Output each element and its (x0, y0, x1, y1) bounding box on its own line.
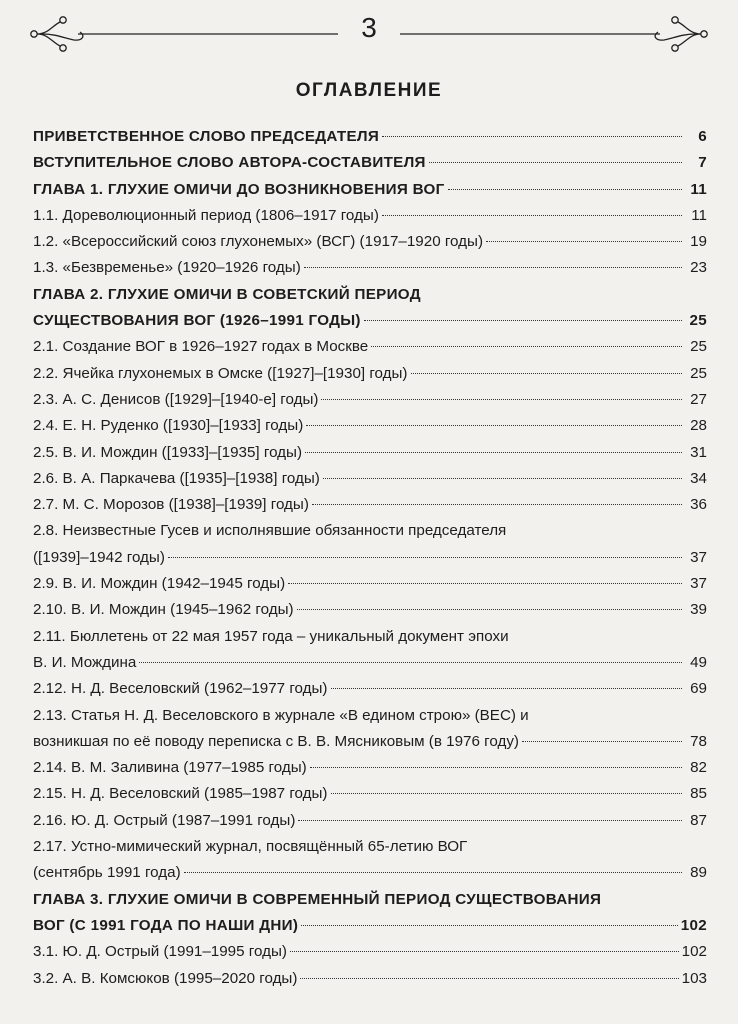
toc-entry[interactable] (33, 413, 707, 439)
dot-leader (312, 504, 682, 505)
toc-entry[interactable] (33, 939, 707, 965)
dot-leader (184, 872, 682, 873)
dot-leader (382, 136, 682, 137)
toc-entry-title: 1.2. «Всероссийский союз глухонемых» (ВСГ) (1917–1920 годы) (33, 233, 484, 251)
toc-entry-title: 2.13. Статья Н. Д. Веселовского в журнале «В едином строю» (ВЕС) и (33, 706, 529, 724)
toc-entry-page: 23 (690, 259, 707, 277)
toc-entry-page: 25 (690, 364, 707, 382)
dot-leader (382, 215, 682, 216)
dot-leader (331, 793, 683, 794)
toc-entry[interactable] (33, 282, 707, 308)
dot-leader (290, 951, 679, 952)
toc-entry[interactable] (33, 150, 707, 176)
toc-entry-title: ГЛАВА 3. ГЛУХИЕ ОМИЧИ В СОВРЕМЕННЫЙ ПЕРИОД СУЩЕСТВОВАНИЯ (33, 890, 602, 908)
toc-entry-title: 2.16. Ю. Д. Острый (1987–1991 годы) (33, 811, 296, 829)
dot-leader (321, 399, 682, 400)
dot-leader (371, 346, 682, 347)
toc-entry-title: 3.1. Ю. Д. Острый (1991–1995 годы) (33, 943, 287, 961)
toc-entry-title: 1.3. «Безвременье» (1920–1926 годы) (33, 259, 301, 277)
toc-entry-title: 1.1. Дореволюционный период (1806–1917 годы) (33, 206, 379, 224)
dot-leader (310, 767, 682, 768)
toc-entry-title: ГЛАВА 2. ГЛУХИЕ ОМИЧИ В СОВЕТСКИЙ ПЕРИОД (33, 285, 421, 303)
toc-entry-title: В. И. Мождина (33, 653, 137, 671)
page-number: 3 (361, 12, 377, 43)
toc-entry-page: 11 (690, 180, 707, 198)
dot-leader (304, 267, 682, 268)
toc-entry[interactable] (33, 177, 707, 203)
toc-entry-title: 2.3. А. С. Денисов ([1929]–[1940-е] годы) (33, 390, 319, 408)
toc-entry[interactable] (33, 597, 707, 623)
dot-leader (288, 583, 682, 584)
toc-entry-title: 2.4. Е. Н. Руденко ([1930]–[1933] годы) (33, 417, 304, 435)
toc-entry-page: 28 (690, 417, 707, 435)
toc-entry[interactable] (33, 518, 707, 544)
dot-leader (429, 162, 682, 163)
toc-entry[interactable] (33, 966, 707, 992)
toc-entry-page: 102 (680, 916, 707, 934)
toc-entry-title: 2.6. В. А. Паркачева ([1935]–[1938] годы) (33, 469, 320, 487)
toc-entry-page: 25 (689, 312, 707, 330)
toc-entry-title: ВОГ (С 1991 ГОДА ПО НАШИ ДНИ) (33, 916, 299, 934)
table-of-contents (33, 124, 707, 992)
dot-leader (298, 820, 682, 821)
toc-entry-page: 103 (681, 969, 707, 987)
toc-entry-title: 2.8. Неизвестные Гусев и исполнявшие обязанности председателя (33, 522, 507, 540)
toc-entry-page: 37 (690, 548, 707, 566)
dot-leader (306, 425, 682, 426)
toc-entry-page: 37 (690, 575, 707, 593)
toc-entry[interactable] (33, 361, 707, 387)
toc-entry[interactable] (33, 860, 707, 886)
toc-entry-page: 7 (698, 154, 707, 172)
toc-entry[interactable] (33, 729, 707, 755)
toc-entry-title: 2.10. В. И. Мождин (1945–1962 годы) (33, 601, 294, 619)
toc-entry-title: 2.11. Бюллетень от 22 мая 1957 года – уникальный документ эпохи (33, 627, 509, 645)
dot-leader (522, 741, 682, 742)
toc-entry-title: ([1939]–1942 годы) (33, 548, 165, 566)
dot-leader (331, 688, 683, 689)
toc-entry-page: 19 (690, 233, 707, 251)
toc-entry[interactable] (33, 650, 707, 676)
toc-entry-title: 2.17. Устно-мимический журнал, посвящённый 65-летию ВОГ (33, 838, 468, 856)
toc-entry[interactable] (33, 676, 707, 702)
dot-leader (139, 662, 682, 663)
dot-leader (168, 557, 682, 558)
toc-entry[interactable] (33, 466, 707, 492)
toc-entry[interactable] (33, 913, 707, 939)
toc-entry-page: 6 (698, 128, 707, 145)
toc-entry-title: 2.5. В. И. Мождин ([1933]–[1935] годы) (33, 443, 303, 461)
dot-leader (448, 189, 683, 190)
toc-entry[interactable] (33, 545, 707, 571)
dot-leader (486, 241, 682, 242)
toc-entry-page: 11 (691, 206, 707, 224)
dot-leader (301, 925, 677, 926)
toc-entry-title: ВСТУПИТЕЛЬНОЕ СЛОВО АВТОРА-СОСТАВИТЕЛЯ (33, 154, 426, 172)
toc-entry[interactable] (33, 124, 707, 150)
toc-entry[interactable] (33, 834, 707, 860)
toc-entry-page: 69 (690, 680, 707, 698)
toc-entry-page: 34 (690, 469, 707, 487)
toc-entry[interactable] (33, 808, 707, 834)
toc-entry-page: 49 (690, 653, 707, 671)
toc-entry[interactable] (33, 703, 707, 729)
toc-entry-page: 31 (690, 443, 707, 461)
toc-entry-page: 36 (690, 496, 707, 514)
toc-entry-title: 2.15. Н. Д. Веселовский (1985–1987 годы) (33, 785, 328, 803)
toc-entry-title: 2.1. Создание ВОГ в 1926–1927 годах в Москве (33, 338, 369, 356)
toc-entry-page: 85 (690, 785, 707, 803)
toc-entry[interactable] (33, 492, 707, 518)
dot-leader (411, 373, 683, 374)
toc-entry-page: 27 (690, 390, 707, 408)
page-header (22, 8, 716, 60)
toc-entry-title: 2.12. Н. Д. Веселовский (1962–1977 годы) (33, 680, 328, 698)
toc-entry[interactable] (33, 781, 707, 807)
toc-entry-title: 2.9. В. И. Мождин (1942–1945 годы) (33, 575, 286, 593)
toc-entry-title: ГЛАВА 1. ГЛУХИЕ ОМИЧИ ДО ВОЗНИКНОВЕНИЯ ВОГ (33, 180, 445, 198)
dot-leader (364, 320, 682, 321)
toc-entry-page: 89 (690, 864, 707, 882)
toc-entry-title: 3.2. А. В. Комсюков (1995–2020 годы) (33, 969, 298, 987)
toc-entry[interactable] (33, 229, 707, 255)
toc-entry[interactable] (33, 387, 707, 413)
toc-entry-page: 78 (690, 732, 707, 750)
dot-leader (305, 452, 682, 453)
toc-entry-title: 2.2. Ячейка глухонемых в Омске ([1927]–[1930] годы) (33, 364, 408, 382)
toc-entry[interactable] (33, 887, 707, 913)
toc-entry[interactable] (33, 440, 707, 466)
toc-entry[interactable] (33, 308, 707, 334)
toc-title: ОГЛАВЛЕНИЕ (295, 80, 443, 101)
dot-leader (300, 978, 678, 979)
toc-entry-title: 2.7. М. С. Морозов ([1938]–[1939] годы) (33, 496, 309, 514)
toc-entry-page: 39 (690, 601, 707, 619)
toc-entry-title: возникшая по её поводу переписка с В. В. Мясниковым (в 1976 году) (33, 732, 519, 750)
toc-entry[interactable] (33, 334, 707, 360)
toc-entry-title: ПРИВЕТСТВЕННОЕ СЛОВО ПРЕДСЕДАТЕЛЯ (33, 128, 380, 145)
toc-entry-page: 87 (690, 811, 707, 829)
toc-entry[interactable] (33, 571, 707, 597)
toc-entry[interactable] (33, 255, 707, 281)
toc-entry[interactable] (33, 624, 707, 650)
toc-entry-page: 82 (690, 759, 707, 777)
dot-leader (297, 609, 682, 610)
toc-entry[interactable] (33, 755, 707, 781)
dot-leader (323, 478, 682, 479)
toc-entry-title: (сентябрь 1991 года) (33, 864, 181, 882)
toc-entry-page: 25 (690, 338, 707, 356)
toc-entry-title: 2.14. В. М. Заливина (1977–1985 годы) (33, 759, 307, 777)
toc-entry[interactable] (33, 203, 707, 229)
toc-entry-page: 102 (681, 943, 707, 961)
toc-entry-title: СУЩЕСТВОВАНИЯ ВОГ (1926–1991 ГОДЫ) (33, 312, 361, 330)
